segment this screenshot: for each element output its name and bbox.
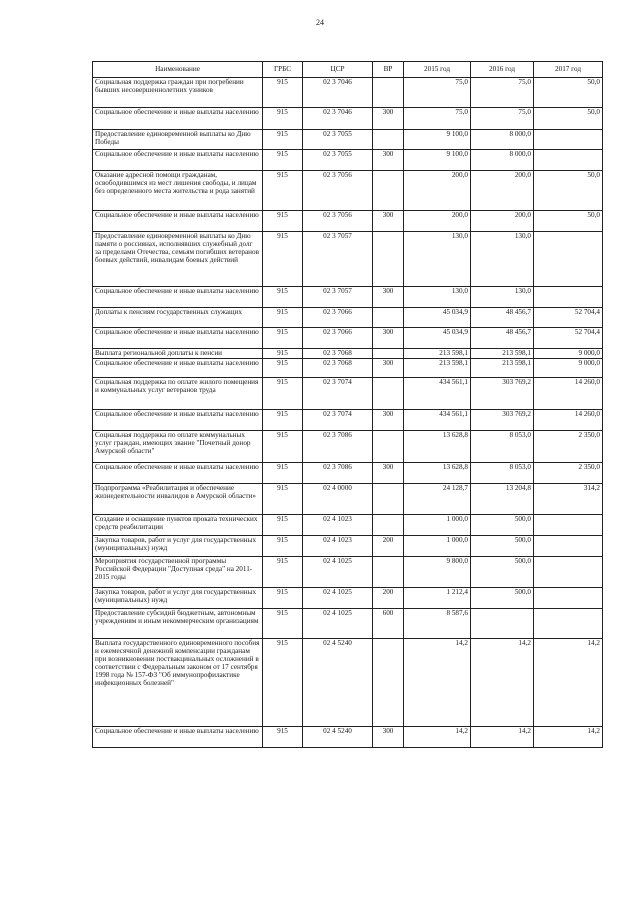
cell-2016: 75,0 [471,78,534,108]
cell-name: Выплата государственного единовременного пособия и ежемесячной денежной компенсации гражданам при возникновении поствакцинальных осложнений в соответствии с Федеральным законом от 17 сентября 1998 года № 157-ФЗ "Об иммунопрофилактике инфекционных болезней" [93,639,263,727]
cell-name: Закупка товаров, работ и услуг для государственных (муниципальных) нужд [93,536,263,557]
cell-grbs: 915 [263,328,303,349]
cell-csr: 02 3 7055 [303,130,373,150]
table-row [93,150,603,171]
table-row [93,232,603,287]
cell-2015: 1 000,0 [404,515,471,536]
cell-name: Социальное обеспечение и иные выплаты населению [93,150,263,171]
table-row [93,378,603,410]
cell-2015: 75,0 [404,78,471,108]
cell-2016 [471,609,534,639]
cell-2017: 52 704,4 [534,328,603,349]
cell-2017: 2 350,0 [534,463,603,484]
cell-2015: 8 587,6 [404,609,471,639]
cell-2015: 9 100,0 [404,150,471,171]
cell-csr: 02 4 0000 [303,484,373,515]
table-row [93,639,603,727]
cell-csr: 02 3 7057 [303,232,373,287]
cell-vr: 300 [373,150,404,171]
cell-2016: 14,2 [471,727,534,748]
cell-2015: 14,2 [404,727,471,748]
cell-2016: 130,0 [471,232,534,287]
cell-2017 [534,557,603,588]
cell-2016: 8 000,0 [471,130,534,150]
cell-csr: 02 3 7057 [303,287,373,308]
cell-grbs: 915 [263,727,303,748]
cell-grbs: 915 [263,287,303,308]
cell-2015: 13 628,8 [404,463,471,484]
table-row [93,515,603,536]
cell-2016: 200,0 [471,211,534,232]
cell-grbs: 915 [263,108,303,130]
cell-2015: 24 128,7 [404,484,471,515]
cell-vr [373,484,404,515]
cell-grbs: 915 [263,515,303,536]
cell-2017: 14,2 [534,639,603,727]
cell-2017: 14 260,0 [534,378,603,410]
cell-2016: 8 053,0 [471,463,534,484]
cell-grbs: 915 [263,378,303,410]
cell-vr [373,431,404,463]
cell-name: Выплата региональной доплаты к пенсии [93,349,263,359]
header-2017: 2017 год [534,62,603,78]
cell-2015: 434 561,1 [404,378,471,410]
cell-2015: 13 628,8 [404,431,471,463]
cell-csr: 02 3 7055 [303,150,373,171]
cell-csr: 02 4 1025 [303,557,373,588]
cell-vr [373,515,404,536]
cell-name: Предоставление субсидий бюджетным, автономным учреждениям и иным некоммерческим организациям [93,609,263,639]
cell-2016: 200,0 [471,171,534,211]
cell-csr: 02 3 7046 [303,78,373,108]
table-row [93,431,603,463]
cell-grbs: 915 [263,463,303,484]
cell-grbs: 915 [263,536,303,557]
cell-vr: 300 [373,727,404,748]
cell-grbs: 915 [263,410,303,431]
cell-2017: 9 000,0 [534,349,603,359]
cell-2017: 50,0 [534,171,603,211]
cell-csr: 02 4 1023 [303,515,373,536]
cell-2016: 500,0 [471,536,534,557]
cell-csr: 02 4 5240 [303,639,373,727]
cell-2016: 500,0 [471,557,534,588]
cell-name: Доплаты к пенсиям государственных служащих [93,308,263,328]
cell-2017: 50,0 [534,108,603,130]
cell-2017 [534,515,603,536]
table-row [93,78,603,108]
table-row [93,588,603,609]
cell-csr: 02 3 7056 [303,211,373,232]
cell-name: Социальное обеспечение и иные выплаты населению [93,410,263,431]
cell-name: Социальное обеспечение и иные выплаты населению [93,727,263,748]
header-grbs: ГРБС [263,62,303,78]
cell-grbs: 915 [263,349,303,359]
cell-name: Социальная поддержка по оплате коммунальных услуг граждан, имеющих звание "Почетный донор Амурской области" [93,431,263,463]
cell-name: Социальное обеспечение и иные выплаты населению [93,359,263,378]
cell-vr: 200 [373,588,404,609]
cell-vr: 300 [373,463,404,484]
table-row [93,727,603,748]
cell-2015: 213 598,1 [404,359,471,378]
cell-2015: 45 034,9 [404,308,471,328]
cell-2017 [534,150,603,171]
cell-grbs: 915 [263,588,303,609]
cell-2015: 200,0 [404,171,471,211]
table-row [93,609,603,639]
cell-vr: 300 [373,328,404,349]
cell-name: Закупка товаров, работ и услуг для государственных (муниципальных) нужд [93,588,263,609]
cell-name: Социальное обеспечение и иные выплаты населению [93,328,263,349]
cell-2015: 9 100,0 [404,130,471,150]
cell-vr: 300 [373,359,404,378]
cell-2016: 14,2 [471,639,534,727]
cell-name: Социальная поддержка по оплате жилого помещения и коммунальных услуг ветеранов труда [93,378,263,410]
cell-2017: 314,2 [534,484,603,515]
cell-csr: 02 3 7086 [303,431,373,463]
cell-csr: 02 3 7074 [303,378,373,410]
cell-csr: 02 3 7066 [303,328,373,349]
header-2016: 2016 год [471,62,534,78]
cell-2016: 303 769,2 [471,378,534,410]
cell-vr: 600 [373,609,404,639]
cell-2015: 200,0 [404,211,471,232]
cell-grbs: 915 [263,211,303,232]
cell-vr: 300 [373,410,404,431]
table-row [93,211,603,232]
table-row [93,328,603,349]
page-number: 24 [316,18,324,27]
cell-2016: 500,0 [471,515,534,536]
header-row [93,62,603,78]
cell-2016: 75,0 [471,108,534,130]
cell-2017 [534,609,603,639]
cell-2016: 48 456,7 [471,308,534,328]
cell-2015: 9 800,0 [404,557,471,588]
cell-2016: 8 053,0 [471,431,534,463]
cell-2016: 13 204,8 [471,484,534,515]
cell-csr: 02 4 5240 [303,727,373,748]
cell-2016: 213 598,1 [471,349,534,359]
cell-grbs: 915 [263,557,303,588]
cell-grbs: 915 [263,431,303,463]
cell-grbs: 915 [263,359,303,378]
cell-name: Предоставление единовременной выплаты ко Дню Победы [93,130,263,150]
cell-vr: 300 [373,108,404,130]
header-name: Наименование [93,62,263,78]
cell-vr: 300 [373,211,404,232]
cell-grbs: 915 [263,150,303,171]
table-row [93,308,603,328]
cell-name: Социальное обеспечение и иные выплаты населению [93,211,263,232]
cell-name: Оказание адресной помощи гражданам, освободившимся из мест лишения свободы, и лицам без определенного места жительства и рода занятий [93,171,263,211]
cell-vr [373,130,404,150]
cell-name: Социальное обеспечение и иные выплаты населению [93,287,263,308]
cell-grbs: 915 [263,484,303,515]
cell-2017: 50,0 [534,78,603,108]
table-row [93,108,603,130]
table-row [93,536,603,557]
cell-2017: 50,0 [534,211,603,232]
header-2015: 2015 год [404,62,471,78]
cell-name: Создание и оснащение пунктов проката технических средств реабилитации [93,515,263,536]
cell-2015: 45 034,9 [404,328,471,349]
budget-table [92,61,603,748]
table-row [93,287,603,308]
header-csr: ЦСР [303,62,373,78]
cell-name: Мероприятия государственной программы Российской Федерации "Доступная среда" на 2011-2015 годы [93,557,263,588]
cell-2017: 14,2 [534,727,603,748]
cell-grbs: 915 [263,232,303,287]
cell-vr [373,308,404,328]
cell-name: Предоставление единовременной выплаты ко Дню памяти о россиянах, исполнявших служебный долг за пределами Отечества, семьям погибших ветеранов боевых действий, инвалидам боевых действий [93,232,263,287]
cell-csr: 02 4 1025 [303,609,373,639]
cell-grbs: 915 [263,130,303,150]
cell-csr: 02 3 7086 [303,463,373,484]
cell-2017: 52 704,4 [534,308,603,328]
cell-vr [373,639,404,727]
cell-2017: 14 260,0 [534,410,603,431]
cell-vr: 200 [373,536,404,557]
cell-2015: 434 561,1 [404,410,471,431]
cell-csr: 02 3 7068 [303,359,373,378]
cell-grbs: 915 [263,609,303,639]
cell-2017 [534,232,603,287]
cell-vr [373,557,404,588]
cell-2016: 303 769,2 [471,410,534,431]
cell-2015: 1 212,4 [404,588,471,609]
table-row [93,359,603,378]
cell-vr [373,232,404,287]
cell-name: Социальная поддержка граждан при погребении бывших несовершеннолетних узников [93,78,263,108]
header-vr: ВР [373,62,404,78]
cell-name: Подпрограмма «Реабилитация и обеспечение жизнедеятельности инвалидов в Амурской области» [93,484,263,515]
cell-grbs: 915 [263,171,303,211]
cell-vr [373,349,404,359]
cell-2015: 75,0 [404,108,471,130]
cell-name: Социальное обеспечение и иные выплаты населению [93,108,263,130]
cell-csr: 02 3 7046 [303,108,373,130]
table-row [93,349,603,359]
cell-vr [373,378,404,410]
cell-grbs: 915 [263,639,303,727]
cell-2015: 213 598,1 [404,349,471,359]
table-body [93,78,603,748]
cell-2015: 14,2 [404,639,471,727]
cell-csr: 02 3 7074 [303,410,373,431]
cell-csr: 02 4 1025 [303,588,373,609]
cell-2016: 48 456,7 [471,328,534,349]
cell-vr [373,171,404,211]
cell-2017 [534,588,603,609]
cell-2017 [534,130,603,150]
table-row [93,130,603,150]
table-row [93,484,603,515]
cell-2016: 500,0 [471,588,534,609]
cell-2016: 130,0 [471,287,534,308]
table-row [93,171,603,211]
cell-2016: 8 000,0 [471,150,534,171]
cell-2015: 1 000,0 [404,536,471,557]
cell-csr: 02 3 7066 [303,308,373,328]
cell-vr: 300 [373,287,404,308]
table-row [93,557,603,588]
cell-2017 [534,536,603,557]
cell-csr: 02 3 7068 [303,349,373,359]
cell-vr [373,78,404,108]
cell-name: Социальное обеспечение и иные выплаты населению [93,463,263,484]
cell-grbs: 915 [263,78,303,108]
cell-2016: 213 598,1 [471,359,534,378]
table-row [93,410,603,431]
cell-csr: 02 4 1023 [303,536,373,557]
cell-grbs: 915 [263,308,303,328]
cell-2015: 130,0 [404,287,471,308]
cell-csr: 02 3 7056 [303,171,373,211]
cell-2017: 9 000,0 [534,359,603,378]
cell-2015: 130,0 [404,232,471,287]
cell-2017 [534,287,603,308]
cell-2017: 2 350,0 [534,431,603,463]
table-row [93,463,603,484]
